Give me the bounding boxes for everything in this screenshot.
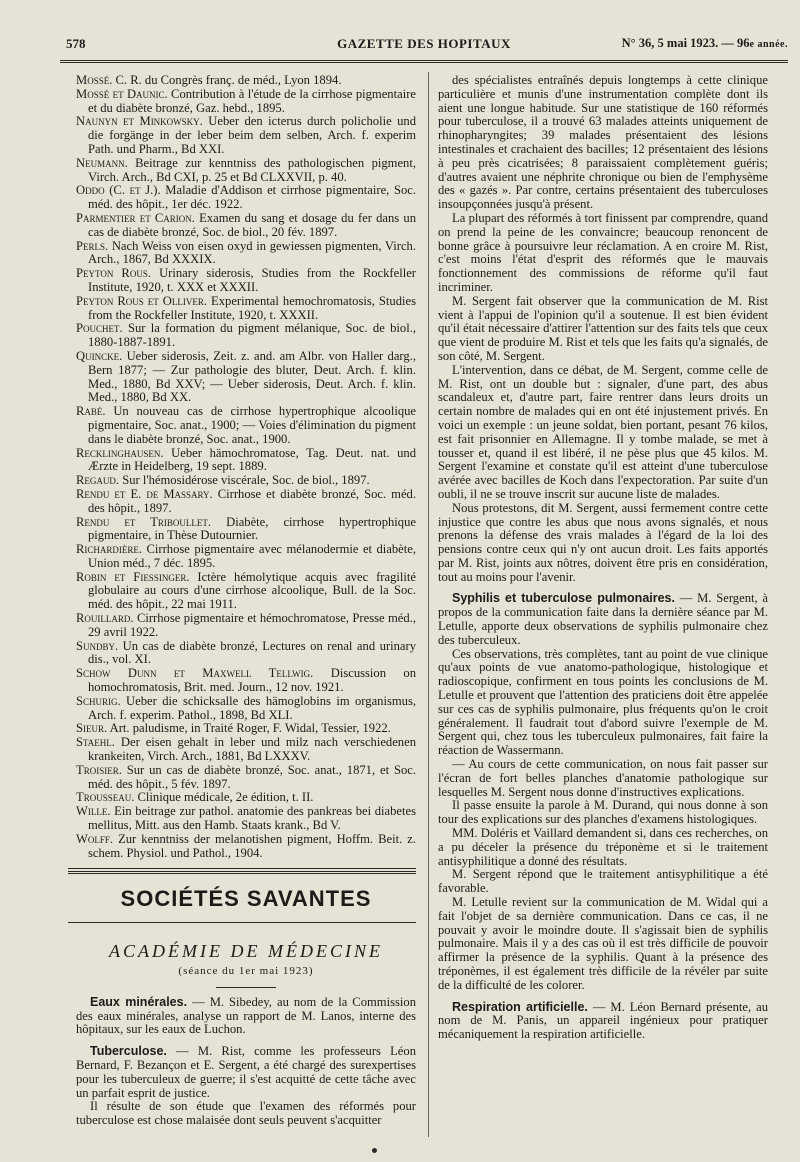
reference-entry — [76, 612, 416, 640]
reference-entry — [76, 240, 416, 268]
reference-author: Schow Dunn et Maxwell Tellwig. — [76, 666, 314, 681]
reference-author: Rendu et E. de Massary. — [76, 486, 213, 501]
issue-info — [622, 36, 788, 51]
reference-text: Examen du sang et dosage du fer dans un cas de diabète bronzé, Soc. de biol., 20 fév. 1897. — [88, 210, 416, 239]
page-header — [60, 36, 788, 60]
report-item — [438, 1001, 768, 1042]
page-number: 578 — [66, 36, 86, 51]
reference-entry — [76, 516, 416, 544]
section-rule-double — [68, 871, 416, 874]
section-rule — [68, 868, 416, 869]
reference-entry — [76, 764, 416, 792]
reference-author: Oddo (C. et J.). — [76, 183, 161, 198]
reference-entry — [76, 488, 416, 516]
session-date: (séance du 1er mai 1923) — [178, 965, 314, 978]
reference-text: Ein beitrage zur pathol. anatomie des pankreas bei diabetes mellitus, Mitt. aus den Hamb. Staats krank., Bd V. — [88, 804, 416, 833]
reference-entry — [76, 736, 416, 764]
reference-author: Wolff. — [76, 831, 114, 846]
item-heading: Eaux minérales. — [90, 994, 188, 1009]
reference-entry — [76, 447, 416, 475]
reference-entry — [76, 88, 416, 116]
academy-title: ACADÉMIE DE MÉDECINE — [109, 941, 383, 962]
reference-text: Un cas de diabète bronzé, Lectures on renal and urinary dis., vol. XI. — [88, 638, 416, 667]
reference-entry — [76, 791, 416, 805]
reference-author: Sieur. — [76, 721, 108, 736]
reference-entry — [76, 695, 416, 723]
report-paragraph — [438, 648, 768, 758]
left-column — [76, 74, 416, 1128]
paragraph-text: — M. Rist, comme les professeurs Léon Bernard, F. Bezançon et E. Sergent, a été chargé des surexpertises pour les tuberculeux de guerre; il s'est acquitté de cette tâche avec un parfait esprit de justice. — [76, 1044, 416, 1100]
reference-entry — [76, 722, 416, 736]
reference-text: Ueber die schicksalle des hämoglobins im organismus, Arch. f. experim. Pathol., 1898, Bd XLI. — [88, 693, 416, 722]
section-title: SOCIÉTÉS SAVANTES — [120, 886, 372, 912]
reference-text: Maladie d'Addison et cirrhose pigmentaire, Soc. méd. des hôpit., 1er déc. 1922. — [88, 183, 416, 212]
report-paragraph — [438, 212, 768, 295]
reference-entry — [76, 474, 416, 488]
paragraph-text: M. Sergent répond que le traitement antisyphilitique a été favorable. — [438, 867, 768, 896]
section-rule-bottom — [68, 922, 416, 923]
report-paragraph — [438, 896, 768, 993]
report-paragraph — [438, 295, 768, 364]
academy-report-start — [76, 996, 416, 1128]
item-heading: Tuberculose. — [90, 1044, 167, 1059]
reference-entry — [76, 543, 416, 571]
column-divider — [428, 72, 429, 1137]
reference-author: Quincke. — [76, 348, 123, 363]
reference-entry — [76, 212, 416, 240]
reference-text: Sur l'hémosidérose viscérale, Soc. de biol., 1897. — [119, 473, 370, 488]
reference-text: Diabète, cirrhose hypertrophique pigmentaire, in Thèse Dutournier. — [88, 514, 416, 543]
reference-text: Sur un cas de diabète bronzé, Soc. anat., 1871, et Soc. méd. des hôpit., 5 fév. 1897. — [88, 762, 416, 791]
reference-text: Ictère hémolytique acquis avec fragilité globulaire au cours d'une cirrhose alcoolique, Bull. de la Soc. méd. des hôpit., 22 mai 1911. — [88, 569, 416, 612]
short-rule — [216, 987, 276, 988]
reference-author: Perls. — [76, 238, 109, 253]
report-paragraph — [438, 758, 768, 799]
report-item — [76, 996, 416, 1037]
report-paragraph — [438, 364, 768, 502]
report-paragraph — [438, 799, 768, 827]
reference-entry — [76, 571, 416, 612]
item-heading: Respiration artificielle. — [452, 999, 588, 1014]
reference-text: Ueber den icterus durch policholie und die forgänge in der leber beim dem selben, Arch. f. experim Path. und Pharm., Bd XXI. — [88, 114, 416, 156]
reference-text: Un nouveau cas de cirrhose hypertrophique alcoolique pigmentaire, Soc. anat., 1900; — Voies d'élimination du pigment dans le diabète bronzé, Soc. anat., 1900. — [88, 404, 416, 446]
report-paragraph — [76, 1100, 416, 1128]
reference-author: Regaud. — [76, 473, 120, 488]
reference-text: Cirrhose et diabète bronzé, Soc. méd. des hôpit., 1897. — [88, 486, 416, 515]
reference-text: Clinique médicale, 2e édition, t. II. — [134, 790, 314, 805]
reference-author: Recklinghausen. — [76, 445, 164, 460]
reference-text: Discussion on homochromatosis, Brit. med. Journ., 12 nov. 1921. — [88, 666, 417, 695]
reference-author: Troisier. — [76, 762, 122, 777]
report-item — [438, 592, 768, 647]
reference-author: Naunyn et Minkowsky. — [76, 114, 203, 129]
reference-text: Beitrage zur kenntniss des pathologischen pigment, Virch. Arch., Bd CXI, p. 25 et Bd CLXXVII, p. 40. — [88, 155, 416, 184]
reference-author: Rendu et Triboullet. — [76, 514, 212, 529]
report-paragraph — [438, 502, 768, 585]
paragraph-text: Il passe ensuite la parole à M. Durand, qui nous donne à son tour des explications sur des planches d'examens histologiques. — [438, 798, 768, 827]
journal-title: GAZETTE DES HOPITAUX — [337, 36, 511, 51]
report-paragraph — [438, 868, 768, 896]
reference-entry — [76, 805, 416, 833]
reference-entry — [76, 350, 416, 405]
paragraph-text: Nous protestons, dit M. Sergent, aussi fermement contre cette injustice que contre les abus que nous avons signalés, et nous prenons la défense des vrais malades à l'égard de la loi des pensions contre ceux qui n'y ont aucun droit. Les faits apportés par M. Rist, joints aux nôtres, doivent être pris en considération, tout au moins pour l'avenir. — [438, 500, 768, 584]
right-column — [438, 74, 768, 1042]
paragraph-text: — M. Sergent, à propos de la communication faite dans la dernière séance par M. Letulle, apporte deux observations de syphilis pulmonaire chez des tuberculeux. — [438, 591, 768, 647]
reference-entry — [76, 267, 416, 295]
reference-text: C. R. du Congrès franç. de méd., Lyon 1894. — [112, 73, 342, 87]
paragraph-text: — Au cours de cette communication, on nous fait passer sur l'écran de fort belles planches d'anatomie pathologique sur lesquelles M. Sergent nous donne d'instructives explications. — [438, 757, 768, 799]
reference-author: Peyton Rous et Olliver. — [76, 293, 208, 308]
reference-text: Art. paludisme, in Traité Roger, F. Widal, Tessier, 1922. — [107, 721, 391, 736]
header-rule — [60, 60, 788, 63]
reference-text: Ueber hämochromatose, Tag. Deut. nat. und Ærzte in Heidelberg, 19 sept. 1889. — [88, 445, 416, 474]
reference-author: Trousseau. — [76, 790, 135, 805]
reference-author: Schurig. — [76, 693, 121, 708]
reference-entry — [76, 295, 416, 323]
paragraph-text: M. Letulle revient sur la communication de M. Widal qui a fait l'objet de sa dernière communication. Dans ce cas, il ne pouvait y avoir le moindre doute. Il s'agissait bien de syphilis pulmonaire. Mais il y a des cas où il est très difficile de pouvoir affirmer la présence de la syphilis. Quant à la présence des tréponèmes, il est également très difficile de la révéler par suite de la difficulté de les colorer. — [438, 895, 768, 992]
paragraph-text: La plupart des réformés à tort finissent par comprendre, quand on prend la peine de les convaincre; beaucoup renoncent de bonne grâce à poursuivre leur réclamation. A en croire M. Rist, c'est moins l'état d'esprit des réformés que le mauvais fonctionnement des commissions de réforme qu'il faut incriminer. — [438, 210, 768, 294]
reference-entry — [76, 405, 416, 446]
item-heading: Syphilis et tuberculose pulmonaires. — [452, 591, 675, 606]
reference-text: Ueber siderosis, Zeit. z. and. am Albr. von Haller darg., Bern 1877; — Zur pathologie des bluter, Deut. Arch. f. klin. Med., 1880, Bd XXV; — Ueber siderosis, Deut. Arch. f. klin. Med., 1880, Bd XX. — [88, 348, 416, 405]
paragraph-text: M. Sergent fait observer que la communication de M. Rist vient à l'appui de l'opinion qu'il a soutenue. Il est bien évident qu'il était nécessaire d'attirer l'attention sur des faits tels que ceux que vient de produire M. Rist et tels que les faits qu'a signalés, de son côté, M. Sergent. — [438, 293, 768, 363]
reference-author: Rabé. — [76, 404, 106, 419]
reference-author: Staehl. — [76, 735, 115, 750]
reference-text: Cirrhose pigmentaire avec mélanodermie et diabète, Union méd., 7 déc. 1895. — [88, 542, 416, 570]
reference-author: Pouchet. — [76, 321, 123, 336]
reference-entry — [76, 322, 416, 350]
report-paragraph — [438, 827, 768, 868]
reference-text: Der eisen gehalt in leber und milz nach verschiedenen krankeiten, Virch. Arch., 1881, Bd LXXXV. — [88, 735, 416, 764]
paragraph-text: MM. Doléris et Vaillard demandent si, dans ces recherches, on a pu déceler la présence du tréponème et si le traitement antisyphilitique a donné des résultats. — [438, 826, 768, 868]
reference-text: Urinary siderosis, Studies from the Rockfeller Institute, 1920, t. XXX et XXXII. — [88, 266, 416, 294]
reference-author: Rouillard. — [76, 611, 134, 626]
reference-entry — [76, 833, 416, 861]
reference-author: Peyton Rous. — [76, 266, 151, 281]
reference-text: Cirrhose pigmentaire et hémochromatose, Presse méd., 29 avril 1922. — [88, 611, 416, 639]
reference-author: Sundby. — [76, 638, 119, 653]
reference-author: Richardière. — [76, 542, 143, 557]
paragraph-text: des spécialistes entraînés depuis longtemps à cette clinique particulière et munis d'une instrumentation complète dont ils aient une longue habitude. Sur une statistique de 160 réformés pour tuberculose, il a trouvé 63 malades atteints uniquement de rhinopharyngites; 39 malades présentaient des lésions intestinales et crachaient des bacilles; 12 présentaient des lésions à peu près cicatrisées; 8 paraissaient complètement guéris; d'autres avaient une néphrite chronique ou bien de l'emphysème des « gazés ». Par contre, certains présentaient des tuberculoses insoupçonnées jusqu'à présent. — [438, 73, 768, 212]
bibliography — [76, 74, 416, 860]
reference-author: Parmentier et Carion. — [76, 210, 195, 225]
reference-entry — [76, 157, 416, 185]
academy-report-continued — [438, 74, 768, 1042]
print-dot — [372, 1148, 377, 1153]
issue-date: N° 36, 5 mai 1923. — 96 — [621, 36, 750, 50]
reference-entry — [76, 74, 416, 88]
reference-author: Neumann. — [76, 155, 128, 170]
issue-year: e année. — [749, 39, 788, 50]
reference-author: Wille. — [76, 804, 111, 819]
reference-text: Experimental hemochromatosis, Studies from the Rockfeller Institute, 1920, t. XXXII. — [88, 293, 416, 322]
reference-text: Sur la formation du pigment mélanique, Soc. de biol., 1880-1887-1891. — [88, 321, 416, 350]
reference-entry — [76, 667, 416, 695]
paragraph-text: Ces observations, très complètes, tant au point de vue clinique qu'aux points de vue anatomo-pathologique, histologique et radioscopique, confirment en tous points les conclusions de M. Letulle et prouvent que l'attention des praticiens doit être appelée sur ces cas de syphilis pulmonaire, plus fréquents qu'on le croit généralement. Il faudrait tout d'abord suivre l'exemple de M. Sergent qui, chez tous les tuberculeux pulmonaires, fait faire la réaction de Wassermann. — [438, 646, 768, 758]
reference-text: Contribution à l'étude de la cirrhose pigmentaire et du diabète bronzé, Gaz. hebd., 1895. — [88, 86, 416, 115]
paragraph-text: Il résulte de son étude que l'examen des réformés pour tuberculose est chose malaisée dont seuls peuvent s'acquitter — [76, 1099, 416, 1128]
paragraph-text: — M. Léon Bernard présente, au nom de M. Panis, un appareil ingénieux pour pratiquer mécaniquement la respiration artificielle. — [438, 999, 768, 1042]
report-item — [76, 1045, 416, 1100]
reference-author: Mossé et Daunic. — [76, 86, 168, 101]
paragraph-text: — M. Sibedey, au nom de la Commission des eaux minérales, analyse un rapport de M. Lanos, interne des hôpitaux, sur les eaux de Luchon. — [76, 994, 416, 1037]
reference-text: Nach Weiss von eisen oxyd in gewiessen pigmenten, Virch. Arch., 1867, Bd XXXIX. — [88, 238, 416, 267]
reference-author: Robin et Fiessinger. — [76, 569, 190, 584]
reference-author: Mossé. — [76, 73, 113, 87]
paragraph-text: L'intervention, dans ce débat, de M. Sergent, comme celle de M. Rist, ont un double but : signaler, d'une part, des abus scandaleux et, d'autre part, faire rentrer dans leurs droits un certain nombre de malades qui en ont été injustement privés. En voici un exemple : un jeune soldat, bien portant, pesant 76 kilos, est fait prisonnier en Allemagne. Il y tombe malade, se met à tousser et, quand il est libéré, il ne pèse plus que 45 kilos. M. Sergent l'examine et constate qu'il est atteint d'une tuberculose avérée avec bacilles de Koch dans l'expectoration. Par suite d'un oubli, il ne se trouve inscrit sur aucune liste de malades. — [438, 362, 768, 501]
reference-entry — [76, 184, 416, 212]
reference-entry — [76, 115, 416, 156]
reference-entry — [76, 640, 416, 668]
report-paragraph — [438, 74, 768, 212]
reference-text: Zur kenntniss der melanotishen pigment, Hoffm. Beit. z. schem. Physiol. und Pathol., 1904. — [88, 831, 416, 860]
